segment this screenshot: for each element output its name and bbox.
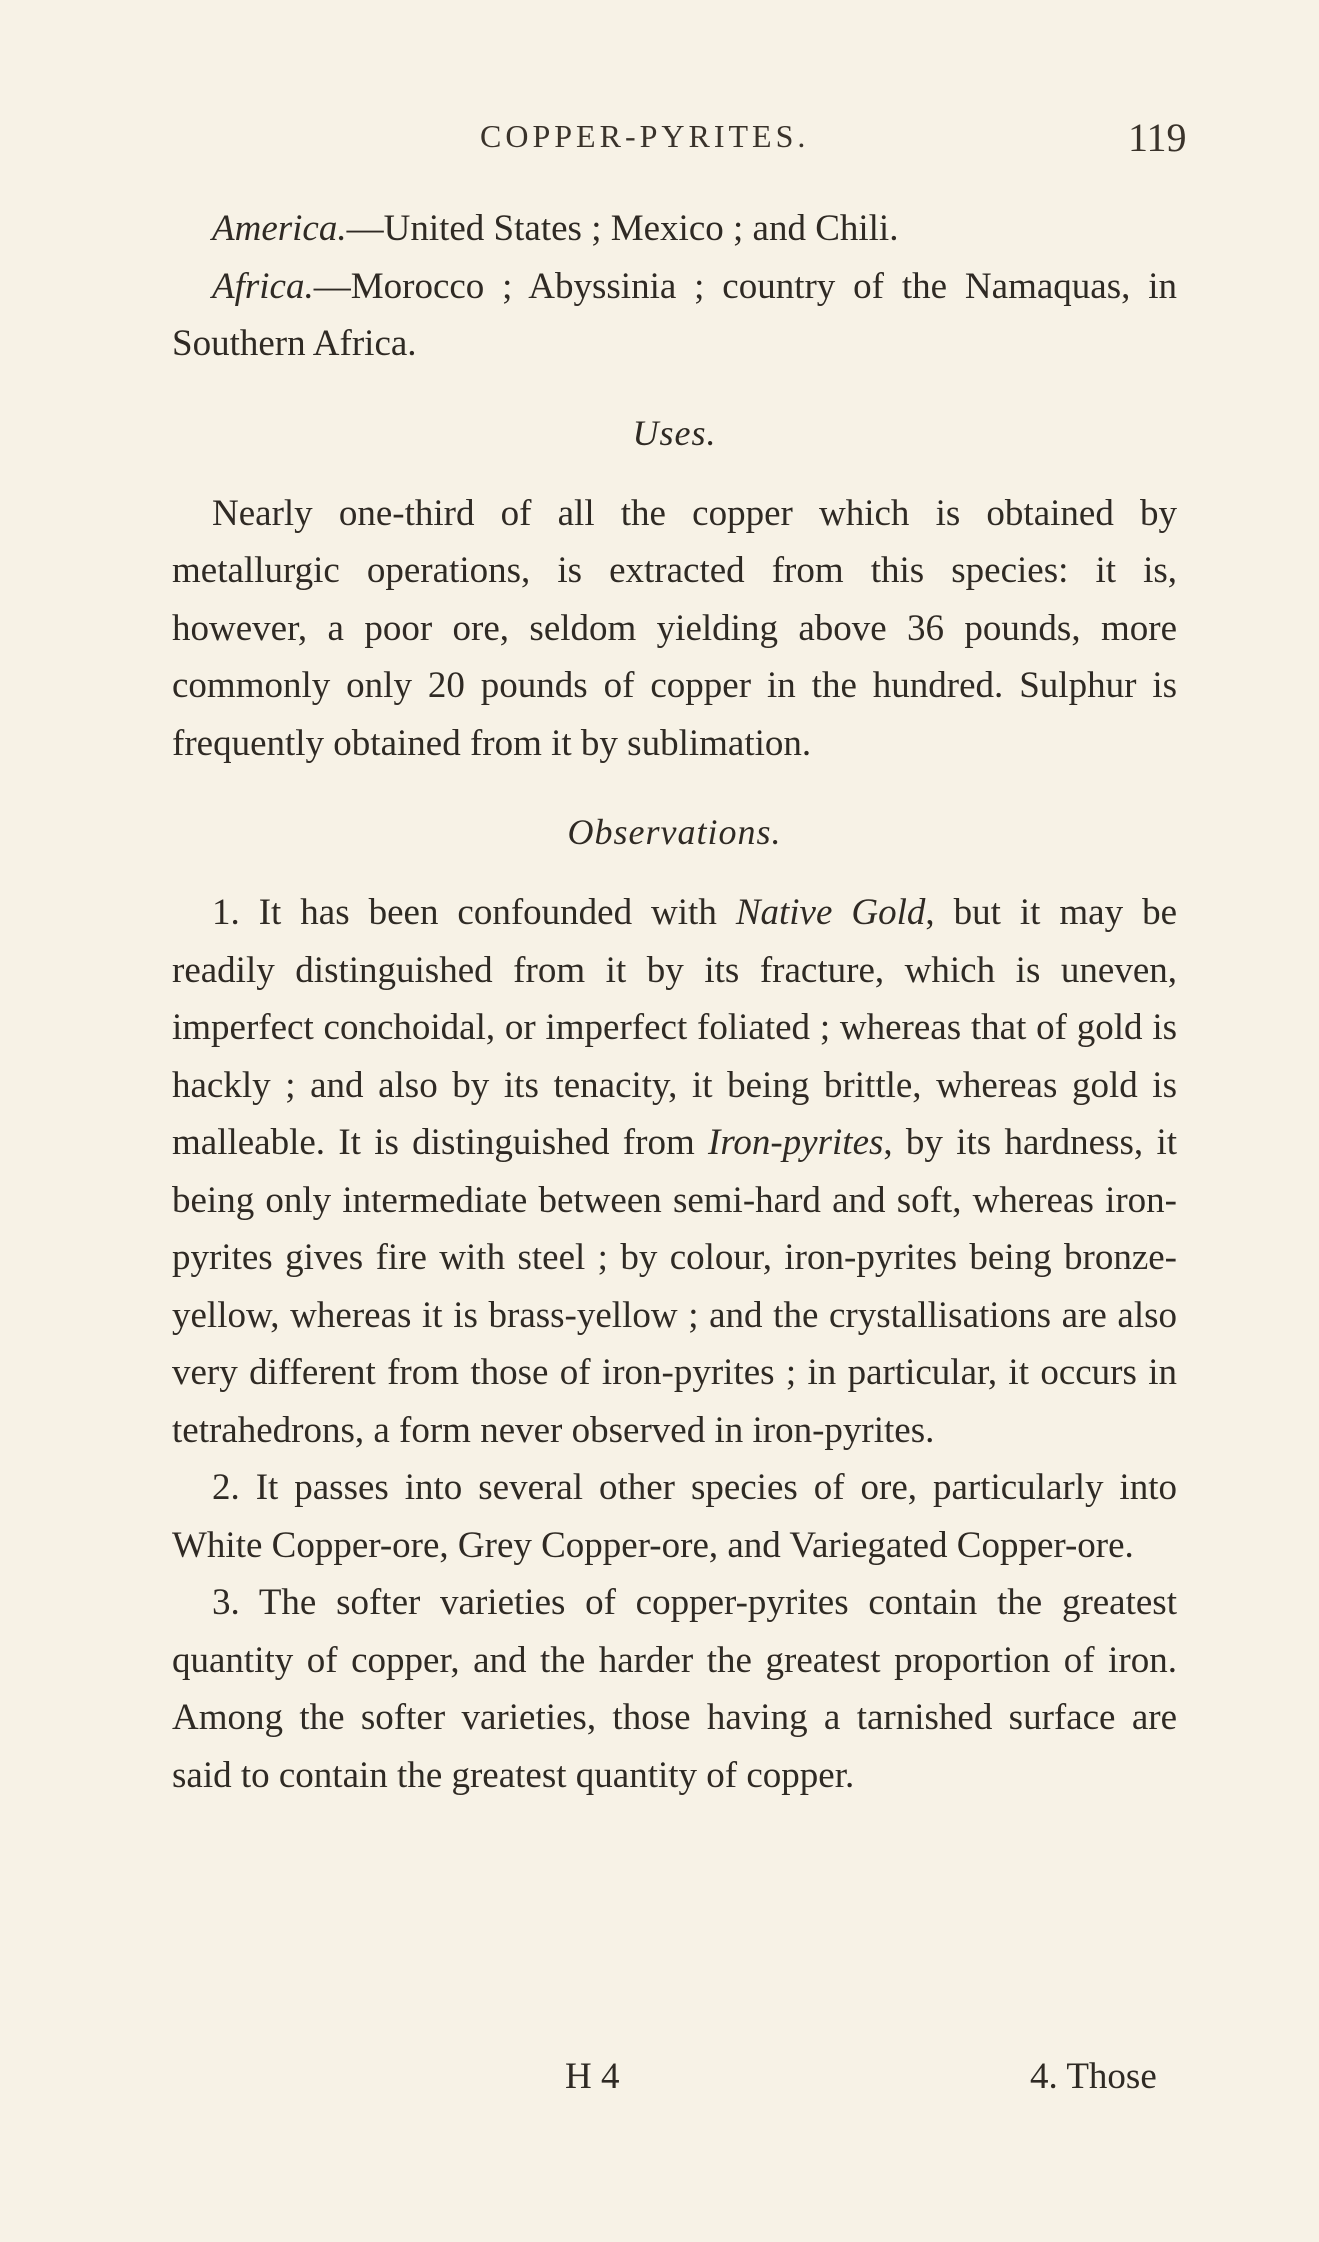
catchword: 4. Those [1030, 2056, 1157, 2097]
observation-italic-term: Iron-pyrites [708, 1122, 884, 1163]
locality-text: —United States ; Mexico ; and Chili. [346, 208, 899, 249]
observation-1 [172, 884, 1177, 1459]
uses-heading: Uses. [632, 412, 717, 453]
running-head [0, 115, 1319, 178]
locality-america [172, 200, 1177, 258]
locality-region: Africa. [212, 265, 314, 307]
locality-region: America. [212, 208, 347, 249]
observation-2: 2. It passes into several other species of ore, particularly into White Copper-ore, Grey Copper-ore, and Variegated Copper-ore. [172, 1467, 1177, 1566]
observation-text: , by its hardness, it being only intermediate between semi-hard and soft, whereas iron-pyrites gives fire with steel ; by colour, iron-pyrites being bronze-yellow, whereas it is brass-yellow ; and the crystallisations are also very different from those of iron-pyrites ; in particular, it occurs in tetrahedrons, a form never observed in iron-pyrites. [172, 1122, 1177, 1451]
observation-3: 3. The softer varieties of copper-pyrites contain the greatest quantity of copper, and the harder the greatest proportion of iron. Among the softer varieties, those having a tarnished surface are said to contain the greatest quantity of copper. [172, 1582, 1177, 1796]
running-title: COPPER-PYRITES. [480, 118, 810, 154]
page-number: 119 [1128, 115, 1187, 160]
locality-text: —Morocco ; Abyssinia ; country of the Namaquas, in Southern Africa. [172, 265, 1177, 364]
text-block [172, 200, 1177, 1804]
uses-paragraph: Nearly one-third of all the copper which is obtained by metallurgic operations, is extracted from this species: it is, however, a poor ore, seldom yielding above 36 pounds, more commonly only 20 pounds of copper in the hundred. Sulphur is frequently obtained from it by sublimation. [172, 492, 1177, 764]
observation-text: , but it may be readily distinguished from it by its fracture, which is uneven, imperfect conchoidal, or imperfect foliated ; whereas that of gold is hackly ; and also by its tenacity, it being brittle, whereas gold is malleable. It is distinguished from [172, 892, 1177, 1163]
observation-italic-term: Native Gold [735, 892, 926, 933]
observation-text: 1. It has been confounded with [212, 892, 736, 933]
locality-africa [172, 258, 1177, 373]
observations-heading: Observations. [567, 812, 782, 852]
signature-mark: H 4 [565, 2056, 620, 2097]
page-footer [0, 2055, 1319, 2115]
